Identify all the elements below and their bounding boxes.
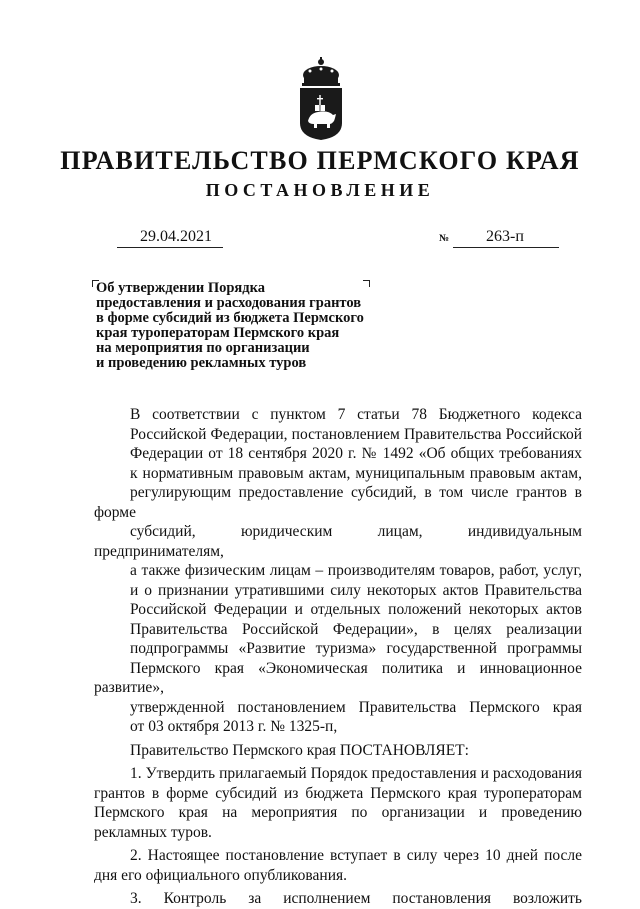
date-underline <box>117 247 223 248</box>
preamble-line: к нормативным правовым актам, муниципальным правовым актам, <box>130 464 582 482</box>
preamble-line: от 03 октября 2013 г. № 1325-п, <box>130 718 338 735</box>
clause-2: 2. Настоящее постановление вступает в силу через 10 дней после дня его официального опубликования. <box>94 847 582 884</box>
number-underline <box>453 247 559 248</box>
preamble-line: субсидий, юридическим лицам, индивидуальным предпринимателям, <box>94 523 582 560</box>
heading-line: в форме субсидий из бюджета Пермского <box>96 310 364 326</box>
preamble-line: В соответствии с пунктом 7 статьи 78 Бюджетного кодекса <box>130 406 582 423</box>
preamble-line: регулирующим предоставление субсидий, в том числе грантов в форме <box>94 484 582 521</box>
preamble-line: Федерации от 18 сентября 2020 г. № 1492 «Об общих требованиях <box>130 445 582 462</box>
document-date: 29.04.2021 <box>140 228 212 245</box>
preamble-line: Пермского края «Экономическая политика и инновационное развитие», <box>94 659 582 696</box>
heading-line: края туроператорам Пермского края <box>96 325 340 341</box>
preamble-line: Российской Федерации и отдельных положений некоторых актов <box>130 601 582 618</box>
heading-line: Об утверждении Порядка <box>96 280 265 296</box>
number-label: № <box>439 233 450 244</box>
preamble-line: подпрограммы «Развитие туризма» государственной программы <box>130 640 582 657</box>
heading-line: и проведению рекламных туров <box>96 355 307 371</box>
preamble-line: Российской Федерации, постановлением Правительства Российской <box>130 425 582 443</box>
coat-of-arms-icon <box>290 55 352 141</box>
heading-line: на мероприятия по организации <box>96 340 310 356</box>
clause-1: 1. Утвердить прилагаемый Порядок предоставления и расходования грантов в форме субсидий из бюджета Пермского края туроператорам Пермского края на мероприятия по организации и проведению рекламных туров. <box>94 765 582 841</box>
document-body <box>94 405 582 909</box>
document-heading <box>96 281 396 371</box>
government-title: ПРАВИТЕЛЬСТВО ПЕРМСКОГО КРАЯ <box>60 146 580 175</box>
clause-3: 3. Контроль за исполнением постановления возложить <box>130 890 582 907</box>
preamble-line: и о признании утратившими силу некоторых актов Правительства <box>130 581 582 599</box>
preamble-line: а также физическим лицам – производителям товаров, работ, услуг, <box>130 562 582 579</box>
heading-line: предоставления и расходования грантов <box>96 295 362 311</box>
preamble-line: Правительства Российской Федерации», в целях реализации <box>130 620 582 638</box>
preamble-line: утвержденной постановлением Правительства Пермского края <box>130 698 582 716</box>
document-type-title: ПОСТАНОВЛЕНИЕ <box>205 180 435 200</box>
document-number: 263-п <box>486 228 524 245</box>
resolution-paragraph: Правительство Пермского края ПОСТАНОВЛЯЕТ: <box>130 741 469 759</box>
preamble-paragraph <box>94 405 582 737</box>
